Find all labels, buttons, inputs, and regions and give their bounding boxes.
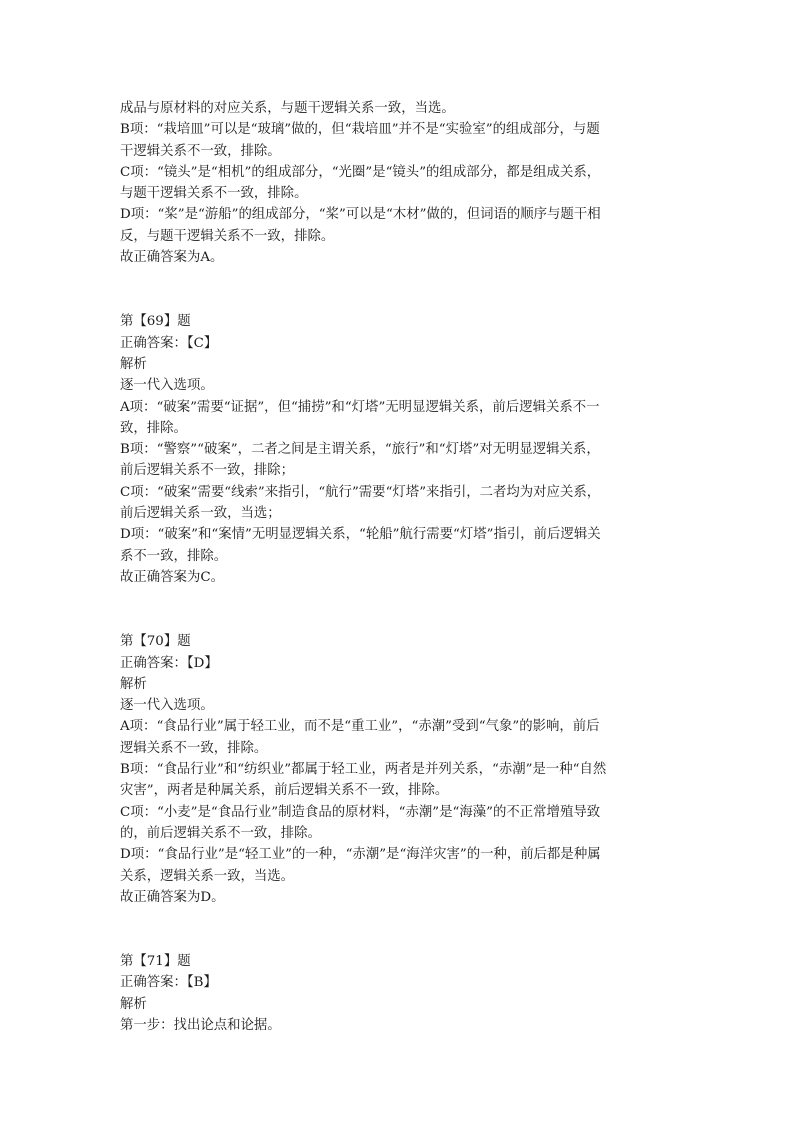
section-gap: [120, 588, 690, 631]
paragraph-line: 与题干逻辑关系不一致，排除。: [120, 186, 308, 202]
conclusion-line: 故正确答案为D。: [120, 889, 225, 905]
answer-line: 正确答案：【C】: [120, 335, 218, 351]
conclusion-line: 故正确答案为A。: [120, 250, 224, 266]
paragraph-line: D项：“破案”和“案情”无明显逻辑关系，“轮船”航行需要“灯塔”指引，前后逻辑关: [120, 527, 601, 543]
paragraph-line: A项：“破案”需要“证据”，但“捕捞”和“灯塔”无明显逻辑关系，前后逻辑关系不一: [120, 399, 600, 415]
paragraph-line: C项：“镜头”是“相机”的组成部分，“光圈”是“镜头”的组成部分，都是组成关系，: [120, 164, 601, 180]
paragraph-line: 第一步：找出论点和论据。: [120, 1017, 281, 1033]
analysis-heading: 解析: [120, 356, 147, 372]
question-70-section: [120, 631, 690, 908]
paragraph-line: B项：“食品行业”和“纺织业”都属于轻工业，两者是并列关系，“赤潮”是一种“自然: [120, 762, 607, 778]
paragraph-line: B项：“栽培皿”可以是“玻璃”做的，但“栽培皿”并不是“实验室”的组成部分，与题: [120, 122, 600, 138]
paragraph-line: 前后逻辑关系不一致，排除；: [120, 463, 295, 479]
question-title: 第【71】题: [120, 954, 191, 970]
paragraph-line: 系不一致，排除。: [120, 548, 228, 564]
paragraph-line: 成品与原材料的对应关系，与题干逻辑关系一致，当选。: [120, 101, 455, 116]
paragraph-line: 逐一代入选项。: [120, 698, 214, 714]
answer-line: 正确答案：【D】: [120, 655, 218, 671]
paragraph-line: 前后逻辑关系一致，当选；: [120, 506, 281, 522]
paragraph-line: C项：“小麦”是“食品行业”制造食品的原材料，“赤潮”是“海藻”的不正常增殖导致: [120, 804, 601, 820]
paragraph-line: 干逻辑关系不一致，排除。: [120, 143, 281, 159]
paragraph-line: 的，前后逻辑关系不一致，排除。: [120, 825, 321, 841]
section-gap: [120, 268, 690, 311]
question-71-section: [120, 951, 690, 1036]
question-title: 第【69】题: [120, 314, 191, 330]
paragraph-line: 逻辑关系不一致，排除。: [120, 740, 268, 756]
analysis-heading: 解析: [120, 676, 147, 692]
document-page: [120, 98, 690, 1036]
paragraph-line: D项：“桨”是“游船”的组成部分，“桨”可以是“木材”做的，但词语的顺序与题干相: [120, 207, 601, 223]
question-title: 第【70】题: [120, 634, 191, 650]
paragraph-line: 逐一代入选项。: [120, 378, 214, 394]
analysis-heading: 解析: [120, 996, 147, 1012]
question-69-section: [120, 311, 690, 588]
paragraph-line: 关系，逻辑关系一致，当选。: [120, 868, 295, 884]
paragraph-line: D项：“食品行业”是“轻工业”的一种，“赤潮”是“海洋灾害”的一种，前后都是种属: [120, 847, 601, 863]
answer-line: 正确答案：【B】: [120, 975, 217, 991]
paragraph-line: 反，与题干逻辑关系不一致，排除。: [120, 228, 335, 244]
paragraph-line: 灾害”，两者是种属关系，前后逻辑关系不一致，排除。: [120, 783, 449, 799]
paragraph-line: C项：“破案”需要“线索”来指引，“航行”需要“灯塔”来指引，二者均为对应关系，: [120, 484, 601, 500]
section-gap: [120, 908, 690, 951]
paragraph-line: 致，排除。: [120, 420, 187, 436]
paragraph-line: A项：“食品行业”属于轻工业，而不是“重工业”，“赤潮”受到“气象”的影响，前后: [120, 719, 600, 735]
intro-section: [120, 98, 690, 268]
conclusion-line: 故正确答案为C。: [120, 569, 224, 585]
paragraph-line: B项：“警察”“破案”，二者之间是主谓关系，“旅行”和“灯塔”对无明显逻辑关系，: [120, 442, 600, 458]
